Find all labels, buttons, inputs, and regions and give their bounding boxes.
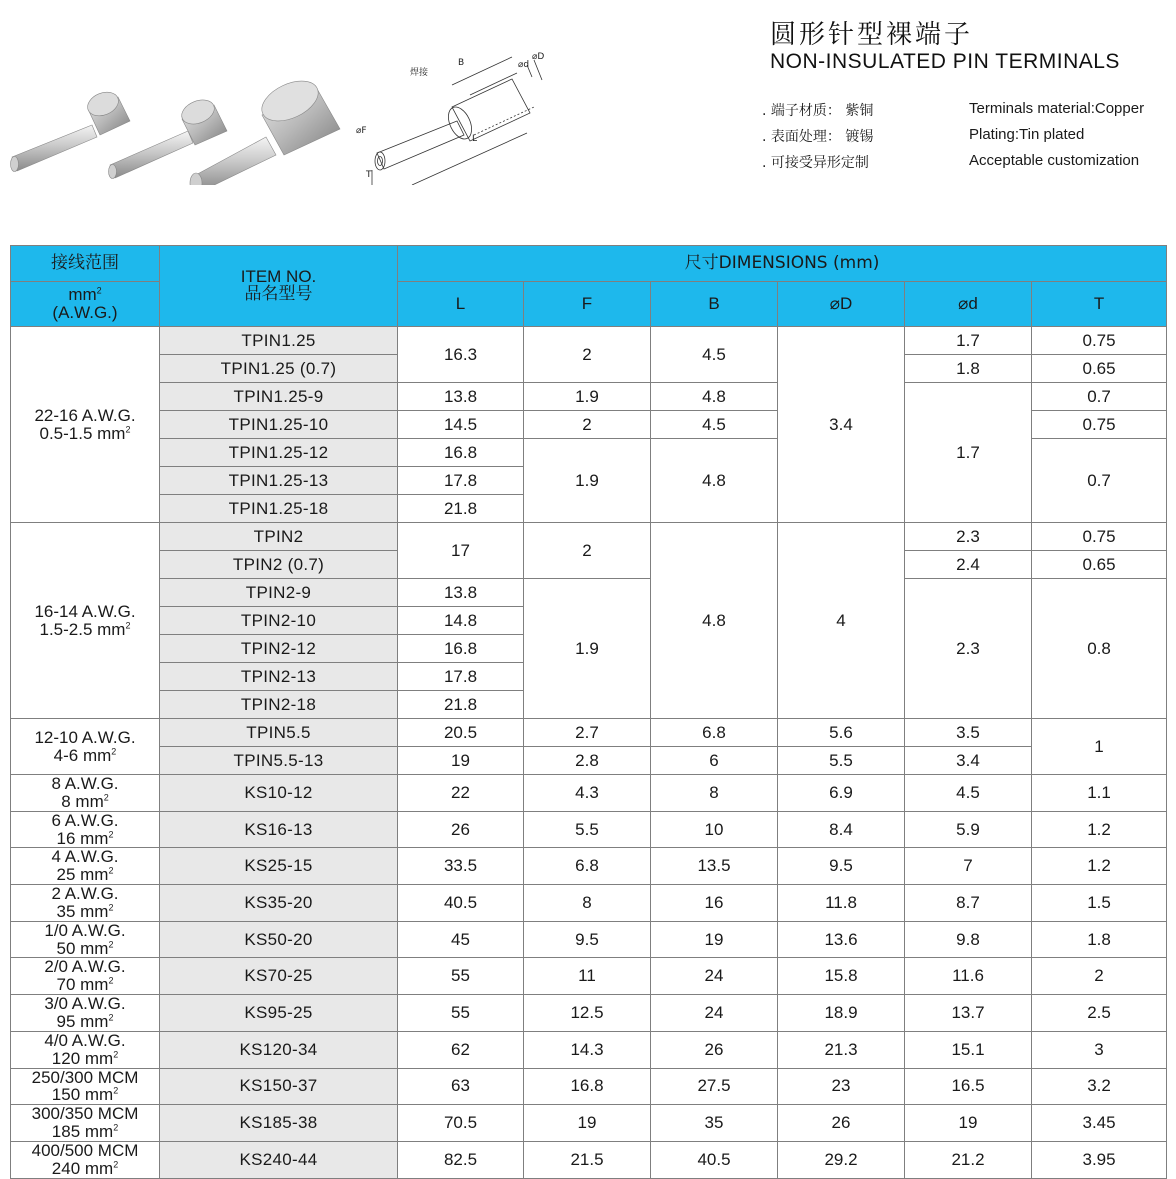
item-cell: TPIN1.25-9 bbox=[160, 383, 398, 411]
header-col-id: ⌀d bbox=[905, 282, 1032, 327]
f-cell: 2 bbox=[524, 327, 651, 383]
label-weld: 焊接 bbox=[410, 68, 429, 78]
table-row bbox=[11, 747, 1167, 775]
item-cell: TPIN1.25 bbox=[160, 327, 398, 355]
f-cell: 4.3 bbox=[524, 775, 651, 812]
b-cell: 26 bbox=[651, 1031, 778, 1068]
terminal-medium bbox=[109, 95, 228, 178]
spec-plating-en: Plating:Tin plated bbox=[969, 126, 1085, 143]
od-cell: 21.3 bbox=[778, 1031, 905, 1068]
t-cell: 0.65 bbox=[1032, 355, 1167, 383]
item-cell: KS70-25 bbox=[160, 958, 398, 995]
t-cell: 1.1 bbox=[1032, 775, 1167, 812]
header-range-cn: 接线范围 bbox=[11, 246, 160, 282]
f-cell: 19 bbox=[524, 1105, 651, 1142]
b-cell: 16 bbox=[651, 885, 778, 922]
item-cell: KS95-25 bbox=[160, 995, 398, 1032]
id-cell: 9.8 bbox=[905, 921, 1032, 958]
t-cell: 0.75 bbox=[1032, 523, 1167, 551]
id-cell: 13.7 bbox=[905, 995, 1032, 1032]
item-cell: TPIN2-10 bbox=[160, 607, 398, 635]
f-cell: 2 bbox=[524, 411, 651, 439]
id-cell: 3.5 bbox=[905, 719, 1032, 747]
range-cell: 4/0 A.W.G. 120 $mm^2$ bbox=[11, 1031, 160, 1068]
t-cell: 0.7 bbox=[1032, 439, 1167, 523]
range-cell: 1/0 A.W.G. 50 $mm^2$ bbox=[11, 921, 160, 958]
id-cell: 5.9 bbox=[905, 811, 1032, 848]
b-cell: 27.5 bbox=[651, 1068, 778, 1105]
table-row bbox=[11, 848, 1167, 885]
item-cell: TPIN2 (0.7) bbox=[160, 551, 398, 579]
header-col-l: L bbox=[398, 282, 524, 327]
item-cell: TPIN5.5-13 bbox=[160, 747, 398, 775]
range-cell: 3/0 A.W.G. 95 $mm^2$ bbox=[11, 995, 160, 1032]
od-cell: 11.8 bbox=[778, 885, 905, 922]
range-cell: 6 A.W.G. 16 $mm^2$ bbox=[11, 811, 160, 848]
od-cell: 8.4 bbox=[778, 811, 905, 848]
spec-material-cn: . 端子材质： 紫铜 bbox=[762, 103, 874, 119]
b-cell: 4.5 bbox=[651, 411, 778, 439]
b-cell: 4.8 bbox=[651, 383, 778, 411]
l-cell: 13.8 bbox=[398, 579, 524, 607]
t-cell: 3.2 bbox=[1032, 1068, 1167, 1105]
label-b: B bbox=[458, 58, 465, 68]
table-row bbox=[11, 921, 1167, 958]
l-cell: 16.8 bbox=[398, 439, 524, 467]
l-cell: 82.5 bbox=[398, 1141, 524, 1178]
l-cell: 17 bbox=[398, 523, 524, 579]
t-cell: 1.2 bbox=[1032, 811, 1167, 848]
table-row bbox=[11, 1141, 1167, 1178]
b-cell: 4.5 bbox=[651, 327, 778, 383]
t-cell: 0.75 bbox=[1032, 411, 1167, 439]
t-cell: 3 bbox=[1032, 1031, 1167, 1068]
label-d-inner: ⌀d bbox=[518, 60, 530, 70]
b-cell: 40.5 bbox=[651, 1141, 778, 1178]
title-en: NON-INSULATED PIN TERMINALS bbox=[770, 50, 1120, 73]
item-cell: TPIN1.25-13 bbox=[160, 467, 398, 495]
f-cell: 12.5 bbox=[524, 995, 651, 1032]
t-cell: 0.7 bbox=[1032, 383, 1167, 411]
item-cell: TPIN1.25-10 bbox=[160, 411, 398, 439]
spec-row-custom bbox=[762, 152, 1172, 178]
id-cell: 15.1 bbox=[905, 1031, 1032, 1068]
l-cell: 17.8 bbox=[398, 663, 524, 691]
od-cell: 13.6 bbox=[778, 921, 905, 958]
technical-drawing bbox=[352, 35, 552, 185]
spec-row-plating bbox=[762, 126, 1172, 152]
table-row bbox=[11, 775, 1167, 812]
range-cell: 4 A.W.G. 25 $mm^2$ bbox=[11, 848, 160, 885]
l-cell: 55 bbox=[398, 995, 524, 1032]
range-cell: 250/300 MCM 150 $mm^2$ bbox=[11, 1068, 160, 1105]
l-cell: 13.8 bbox=[398, 383, 524, 411]
t-cell: 0.65 bbox=[1032, 551, 1167, 579]
b-cell: 6 bbox=[651, 747, 778, 775]
b-cell: 35 bbox=[651, 1105, 778, 1142]
item-cell: TPIN1.25 (0.7) bbox=[160, 355, 398, 383]
item-cell: TPIN2-9 bbox=[160, 579, 398, 607]
header-col-b: B bbox=[651, 282, 778, 327]
id-cell: 4.5 bbox=[905, 775, 1032, 812]
t-cell: 1.5 bbox=[1032, 885, 1167, 922]
header-col-f: F bbox=[524, 282, 651, 327]
range-cell: 400/500 MCM 240 $mm^2$ bbox=[11, 1141, 160, 1178]
t-cell: 2 bbox=[1032, 958, 1167, 995]
range-cell: 12-10 A.W.G. 4-6 $mm^2$ bbox=[11, 719, 160, 775]
l-cell: 62 bbox=[398, 1031, 524, 1068]
product-photo bbox=[0, 25, 350, 185]
b-cell: 4.8 bbox=[651, 523, 778, 719]
od-cell: 26 bbox=[778, 1105, 905, 1142]
table-row bbox=[11, 1068, 1167, 1105]
range-cell: 16-14 A.W.G. 1.5-2.5 $mm^2$ bbox=[11, 523, 160, 719]
header-col-od: ⌀D bbox=[778, 282, 905, 327]
header-range-unit bbox=[11, 282, 160, 327]
l-cell: 33.5 bbox=[398, 848, 524, 885]
l-cell: 16.3 bbox=[398, 327, 524, 383]
label-t: T bbox=[366, 170, 372, 180]
od-cell: 4 bbox=[778, 523, 905, 719]
l-cell: 17.8 bbox=[398, 467, 524, 495]
od-cell: 18.9 bbox=[778, 995, 905, 1032]
table-row bbox=[11, 885, 1167, 922]
od-cell: 29.2 bbox=[778, 1141, 905, 1178]
range-cell: 8 A.W.G. 8 $mm^2$ bbox=[11, 775, 160, 812]
l-cell: 40.5 bbox=[398, 885, 524, 922]
f-cell: 21.5 bbox=[524, 1141, 651, 1178]
label-f: ⌀F bbox=[356, 126, 367, 136]
f-cell: 2.7 bbox=[524, 719, 651, 747]
l-cell: 14.5 bbox=[398, 411, 524, 439]
f-cell: 14.3 bbox=[524, 1031, 651, 1068]
t-cell: 2.5 bbox=[1032, 995, 1167, 1032]
id-cell: 2.3 bbox=[905, 579, 1032, 719]
l-cell: 20.5 bbox=[398, 719, 524, 747]
spec-plating-cn: . 表面处理： 镀锡 bbox=[762, 129, 874, 145]
f-cell: 8 bbox=[524, 885, 651, 922]
f-cell: 9.5 bbox=[524, 921, 651, 958]
item-cell: TPIN2-13 bbox=[160, 663, 398, 691]
header-col-t: T bbox=[1032, 282, 1167, 327]
label-d-outer: ⌀D bbox=[532, 52, 545, 62]
f-cell: 11 bbox=[524, 958, 651, 995]
spec-custom-en: Acceptable customization bbox=[969, 152, 1140, 169]
b-cell: 6.8 bbox=[651, 719, 778, 747]
table-row bbox=[11, 327, 1167, 355]
b-cell: 24 bbox=[651, 958, 778, 995]
b-cell: 10 bbox=[651, 811, 778, 848]
range-cell: 2/0 A.W.G. 70 $mm^2$ bbox=[11, 958, 160, 995]
b-cell: 19 bbox=[651, 921, 778, 958]
id-cell: 1.7 bbox=[905, 327, 1032, 355]
b-cell: 4.8 bbox=[651, 439, 778, 523]
f-cell: 1.9 bbox=[524, 439, 651, 523]
table-row bbox=[11, 383, 1167, 411]
item-cell: TPIN2-18 bbox=[160, 691, 398, 719]
header-range-awg: (A.W.G.) bbox=[52, 303, 118, 322]
id-cell: 11.6 bbox=[905, 958, 1032, 995]
item-cell: TPIN2 bbox=[160, 523, 398, 551]
label-l: L bbox=[472, 134, 478, 144]
spec-list bbox=[762, 100, 1172, 178]
item-cell: KS10-12 bbox=[160, 775, 398, 812]
item-cell: KS120-34 bbox=[160, 1031, 398, 1068]
spec-custom-cn: . 可接受异形定制 bbox=[762, 155, 869, 171]
f-cell: 1.9 bbox=[524, 383, 651, 411]
header-dimensions: 尺寸DIMENSIONS (mm) bbox=[398, 246, 1167, 282]
spec-row-material bbox=[762, 100, 1172, 126]
item-cell: KS25-15 bbox=[160, 848, 398, 885]
id-cell: 16.5 bbox=[905, 1068, 1032, 1105]
od-cell: 6.9 bbox=[778, 775, 905, 812]
t-cell: 1.8 bbox=[1032, 921, 1167, 958]
item-cell: TPIN2-12 bbox=[160, 635, 398, 663]
item-cell: KS240-44 bbox=[160, 1141, 398, 1178]
l-cell: 21.8 bbox=[398, 495, 524, 523]
l-cell: 14.8 bbox=[398, 607, 524, 635]
od-cell: 3.4 bbox=[778, 327, 905, 523]
item-cell: TPIN1.25-18 bbox=[160, 495, 398, 523]
id-cell: 3.4 bbox=[905, 747, 1032, 775]
spec-material-en: Terminals material:Copper bbox=[969, 100, 1145, 117]
item-cell: TPIN1.25-12 bbox=[160, 439, 398, 467]
range-cell: 2 A.W.G. 35 $mm^2$ bbox=[11, 885, 160, 922]
l-cell: 19 bbox=[398, 747, 524, 775]
f-cell: 2.8 bbox=[524, 747, 651, 775]
id-cell: 1.7 bbox=[905, 383, 1032, 523]
header-item-en: ITEM NO. bbox=[240, 267, 317, 287]
f-cell: 16.8 bbox=[524, 1068, 651, 1105]
item-cell: TPIN5.5 bbox=[160, 719, 398, 747]
l-cell: 55 bbox=[398, 958, 524, 995]
l-cell: 21.8 bbox=[398, 691, 524, 719]
item-cell: KS16-13 bbox=[160, 811, 398, 848]
header-range-mm: $mm^2$ bbox=[68, 285, 102, 305]
t-cell: 1 bbox=[1032, 719, 1167, 775]
id-cell: 2.3 bbox=[905, 523, 1032, 551]
l-cell: 63 bbox=[398, 1068, 524, 1105]
f-cell: 1.9 bbox=[524, 579, 651, 719]
f-cell: 6.8 bbox=[524, 848, 651, 885]
range-cell: 300/350 MCM 185 $mm^2$ bbox=[11, 1105, 160, 1142]
t-cell: 1.2 bbox=[1032, 848, 1167, 885]
t-cell: 3.45 bbox=[1032, 1105, 1167, 1142]
table-row bbox=[11, 1031, 1167, 1068]
od-cell: 5.5 bbox=[778, 747, 905, 775]
item-cell: KS35-20 bbox=[160, 885, 398, 922]
id-cell: 2.4 bbox=[905, 551, 1032, 579]
l-cell: 16.8 bbox=[398, 635, 524, 663]
l-cell: 45 bbox=[398, 921, 524, 958]
item-cell: KS150-37 bbox=[160, 1068, 398, 1105]
f-cell: 2 bbox=[524, 523, 651, 579]
table-row bbox=[11, 995, 1167, 1032]
b-cell: 24 bbox=[651, 995, 778, 1032]
id-cell: 7 bbox=[905, 848, 1032, 885]
l-cell: 22 bbox=[398, 775, 524, 812]
od-cell: 15.8 bbox=[778, 958, 905, 995]
od-cell: 5.6 bbox=[778, 719, 905, 747]
l-cell: 70.5 bbox=[398, 1105, 524, 1142]
title-cn: 圆形针型裸端子 bbox=[770, 20, 974, 50]
t-cell: 0.8 bbox=[1032, 579, 1167, 719]
l-cell: 26 bbox=[398, 811, 524, 848]
od-cell: 9.5 bbox=[778, 848, 905, 885]
table-row bbox=[11, 1105, 1167, 1142]
f-cell: 5.5 bbox=[524, 811, 651, 848]
id-cell: 1.8 bbox=[905, 355, 1032, 383]
table-row bbox=[11, 523, 1167, 551]
t-cell: 0.75 bbox=[1032, 327, 1167, 355]
item-cell: KS185-38 bbox=[160, 1105, 398, 1142]
header-item-cn: 品名型号 bbox=[244, 284, 313, 304]
table-row bbox=[11, 811, 1167, 848]
t-cell: 3.95 bbox=[1032, 1141, 1167, 1178]
table-row bbox=[11, 719, 1167, 747]
dimensions-table bbox=[10, 245, 1167, 1179]
table-row bbox=[11, 579, 1167, 607]
id-cell: 21.2 bbox=[905, 1141, 1032, 1178]
table-row bbox=[11, 958, 1167, 995]
od-cell: 23 bbox=[778, 1068, 905, 1105]
b-cell: 8 bbox=[651, 775, 778, 812]
b-cell: 13.5 bbox=[651, 848, 778, 885]
header-item bbox=[160, 246, 398, 327]
item-cell: KS50-20 bbox=[160, 921, 398, 958]
terminal-small bbox=[11, 88, 131, 172]
id-cell: 19 bbox=[905, 1105, 1032, 1142]
range-cell: 22-16 A.W.G. 0.5-1.5 $mm^2$ bbox=[11, 327, 160, 523]
id-cell: 8.7 bbox=[905, 885, 1032, 922]
